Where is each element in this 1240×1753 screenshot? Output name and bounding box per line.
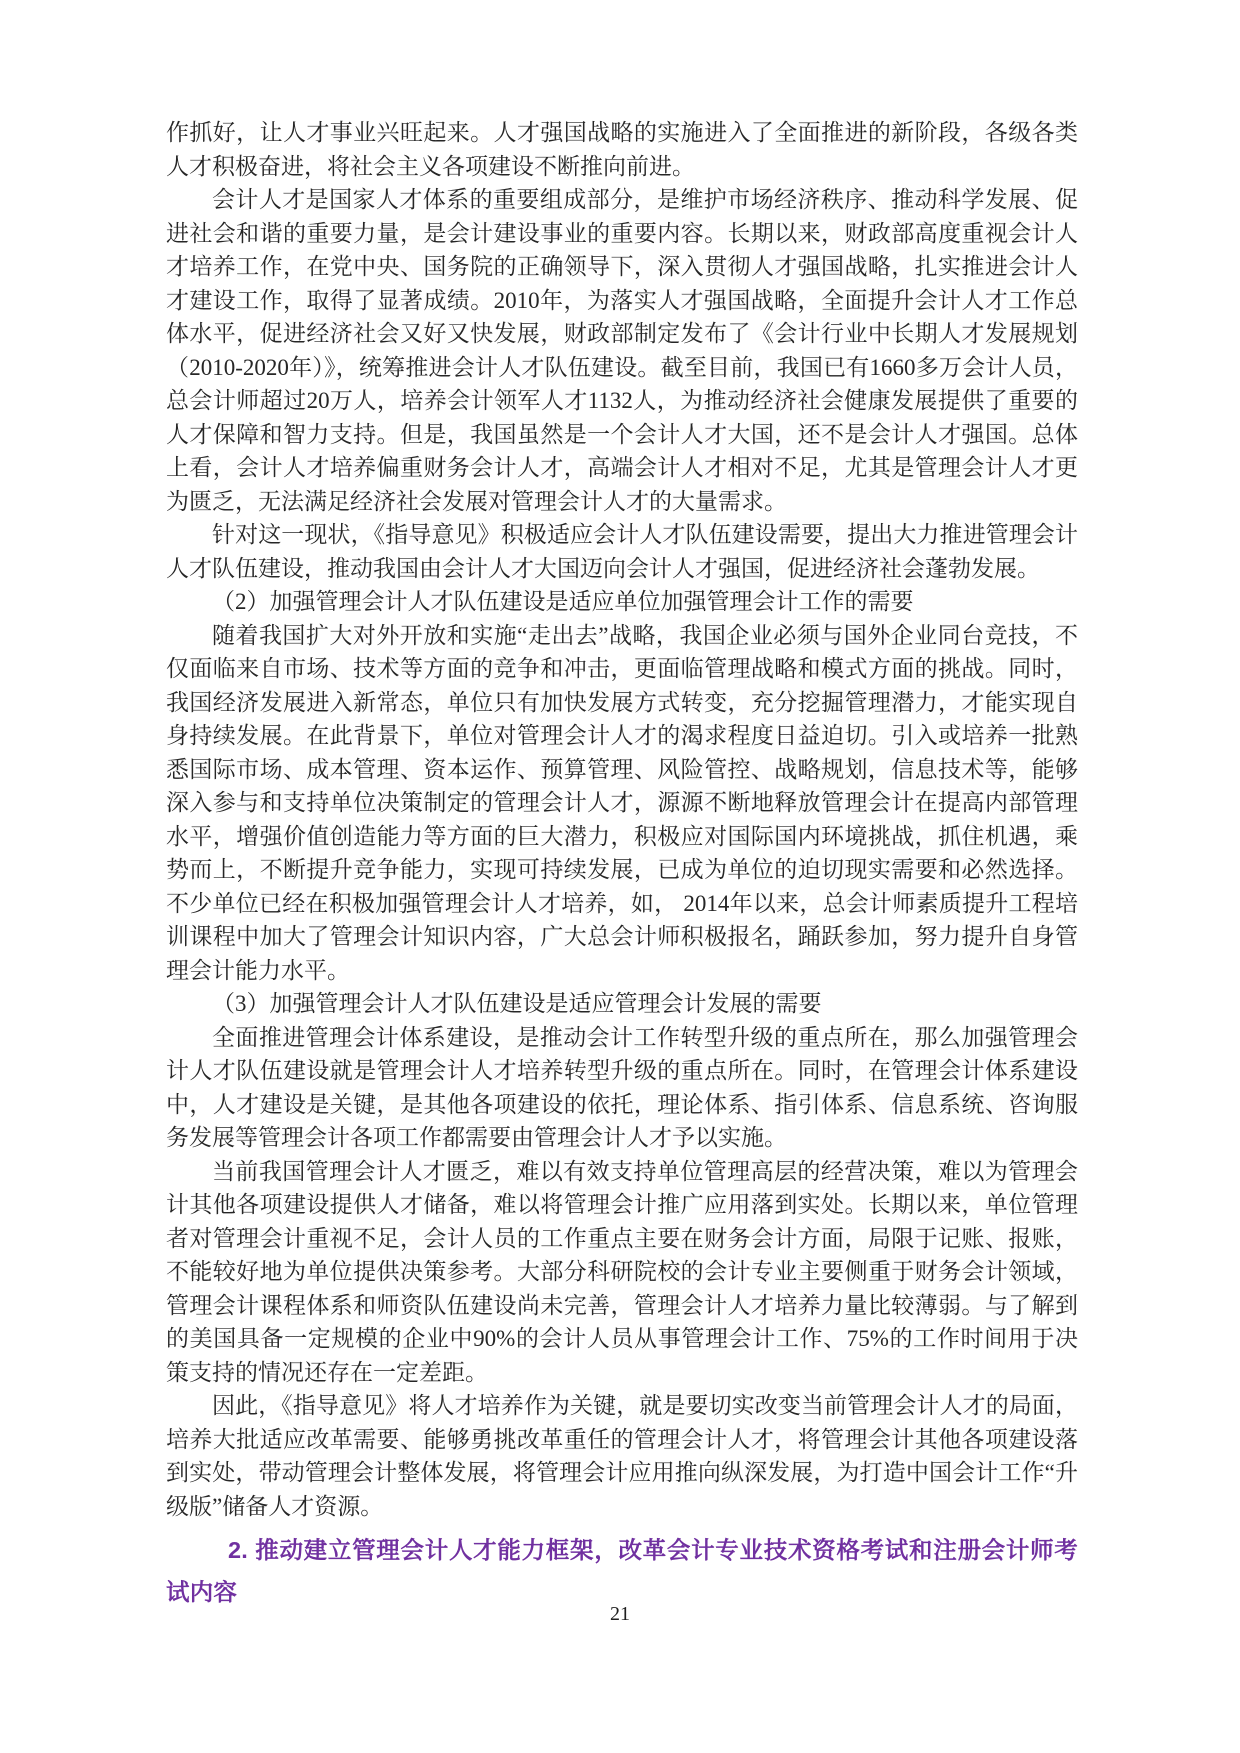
paragraph-talent-shortage: 当前我国管理会计人才匮乏，难以有效支持单位管理高层的经营决策，难以为管理会计其他各项建设提供人才储备，难以将管理会计推广应用落到实处。长期以来，单位管理者对管理会计重视不足，会计人员的工作重点主要在财务会计方面，局限于记账、报账，不能较好地为单位提供决策参考。大部分科研院校的会计专业主要侧重于财务会计领域，管理会计课程体系和师资队伍建设尚未完善，管理会计人才培养力量比较薄弱。与了解到的美国具备一定规模的企业中90%的会计人员从事管理会计工作、75%的工作时间用于决策支持的情况还存在一定差距。 bbox=[166, 1158, 1078, 1385]
text-block bbox=[166, 116, 1078, 1613]
paragraph-going-global: 随着我国扩大对外开放和实施“走出去”战略，我国企业必须与国外企业同台竞技，不仅面临来自市场、技术等方面的竞争和冲击，更面临管理战略和模式方面的挑战。同时，我国经济发展进入新常态，单位只有加快发展方式转变，充分挖掘管理潜力，才能实现自身持续发展。在此背景下，单位对管理会计人才的渴求程度日益迫切。引入或培养一批熟悉国际市场、成本管理、资本运作、预算管理、风险管控、战略规划，信息技术等，能够深入参与和支持单位决策制定的管理会计人才，源源不断地释放管理会计在提高内部管理水平，增强价值创造能力等方面的巨大潜力，积极应对国际国内环境挑战，抓住机遇，乘势而上，不断提升竞争能力，实现可持续发展，已成为单位的迫切现实需要和必然选择。不少单位已经在积极加强管理会计人才培养，如， 2014年以来，总会计师素质提升工程培训课程中加大了管理会计知识内容，广大总会计师积极报名，踊跃参加，努力提升自身管理会计能力水平。 bbox=[166, 622, 1078, 983]
paragraph-accounting-talent-overview: 会计人才是国家人才体系的重要组成部分，是维护市场经济秩序、推动科学发展、促进社会和谐的重要力量，是会计建设事业的重要内容。长期以来，财政部高度重视会计人才培养工作，在党中央、国务院的正确领导下，深入贯彻人才强国战略，扎实推进会计人才建设工作，取得了显著成绩。2010年，为落实人才强国战略，全面提升会计人才工作总体水平，促进经济社会又好又快发展，财政部制定发布了《会计行业中长期人才发展规划（2010-2020年）》，统筹推进会计人才队伍建设。截至目前，我国已有1660多万会计人员，总会计师超过20万人，培养会计领军人才1132人，为推动经济社会健康发展提供了重要的人才保障和智力支持。但是，我国虽然是一个会计人才大国，还不是会计人才强国。总体上看，会计人才培养偏重财务会计人才，高端会计人才相对不足，尤其是管理会计人才更为匮乏，无法满足经济社会发展对管理会计人才的大量需求。 bbox=[166, 187, 1078, 514]
subheading-item-3: （3）加强管理会计人才队伍建设是适应管理会计发展的需要 bbox=[212, 991, 822, 1016]
paragraph-guiding-opinion: 针对这一现状，《指导意见》积极适应会计人才队伍建设需要，提出大力推进管理会计人才队伍建设，推动我国由会计人才大国迈向会计人才强国，促进经济社会蓬勃发展。 bbox=[166, 522, 1078, 581]
section-heading-2: 2. 推动建立管理会计人才能力框架，改革会计专业技术资格考试和注册会计师考试内容 bbox=[166, 1537, 1078, 1605]
subheading-item-2: （2）加强管理会计人才队伍建设是适应单位加强管理会计工作的需要 bbox=[212, 589, 914, 614]
page-number: 21 bbox=[610, 1603, 630, 1625]
paragraph-conclusion: 因此，《指导意见》将人才培养作为关键，就是要切实改变当前管理会计人才的局面，培养大批适应改革需要、能够勇挑改革重任的管理会计人才，将管理会计其他各项建设落到实处，带动管理会计整体发展，将管理会计应用推向纵深发展，为打造中国会计工作“升级版”储备人才资源。 bbox=[166, 1393, 1078, 1519]
paragraph-continuation: 作抓好，让人才事业兴旺起来。人才强国战略的实施进入了全面推进的新阶段，各级各类人才积极奋进，将社会主义各项建设不断推向前进。 bbox=[166, 120, 1078, 179]
paragraph-system-construction: 全面推进管理会计体系建设，是推动会计工作转型升级的重点所在，那么加强管理会计人才队伍建设就是管理会计人才培养转型升级的重点所在。同时，在管理会计体系建设中，人才建设是关键，是其他各项建设的依托，理论体系、指引体系、信息系统、咨询服务发展等管理会计各项工作都需要由管理会计人才予以实施。 bbox=[166, 1024, 1078, 1150]
